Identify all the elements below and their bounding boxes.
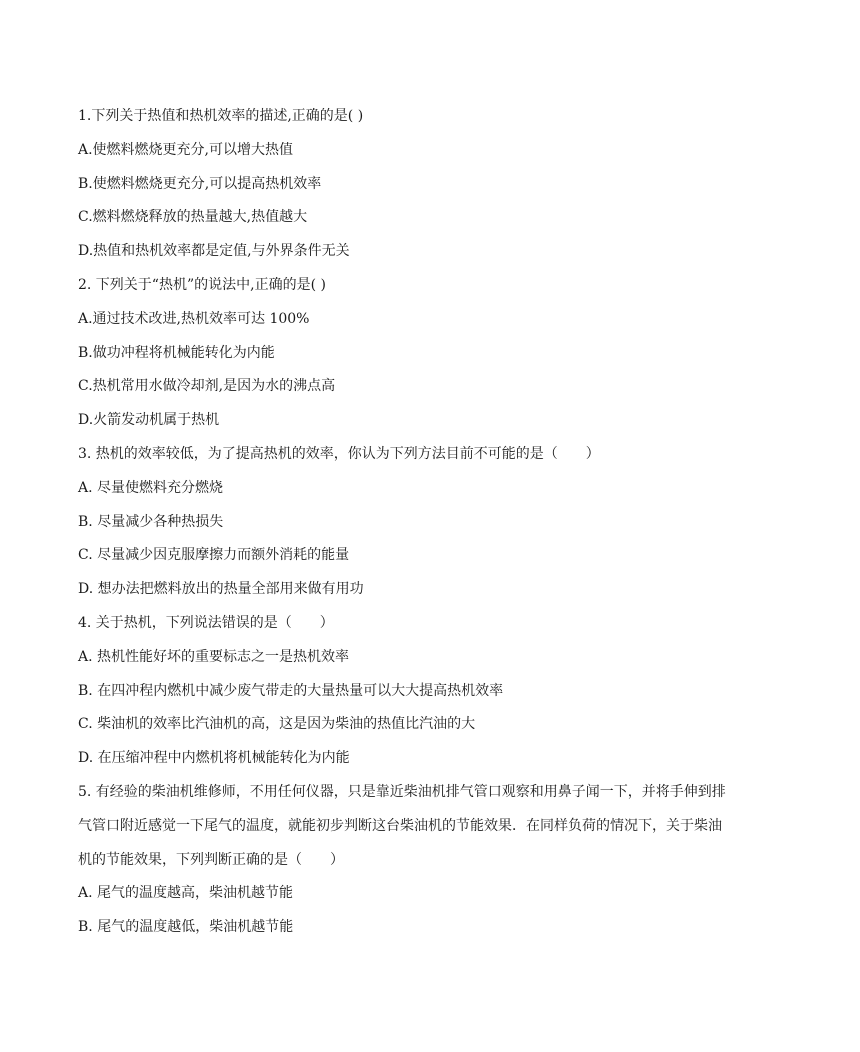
question-3-option-b: B. 尽量减少各种热损失 bbox=[78, 513, 224, 530]
question-3-option-a: A. 尽量使燃料充分燃烧 bbox=[78, 479, 224, 496]
question-1-option-d: D.热值和热机效率都是定值,与外界条件无关 bbox=[78, 243, 350, 260]
question-1-stem: 1.下列关于热值和热机效率的描述,正确的是( ) bbox=[78, 108, 364, 124]
question-5-stem-line-2: 气管口附近感觉一下尾气的温度，就能初步判断这台柴油机的节能效果．在同样负荷的情况下，关于柴油 bbox=[78, 817, 722, 834]
question-2-option-c: C.热机常用水做冷却剂,是因为水的沸点高 bbox=[78, 378, 336, 395]
question-4-stem: 4. 关于热机，下列说法错误的是（ ） bbox=[78, 614, 334, 631]
question-1-option-a: A.使燃料燃烧更充分,可以增大热值 bbox=[78, 141, 294, 158]
question-2-option-a: A.通过技术改进,热机效率可达 100% bbox=[78, 310, 310, 327]
question-2-option-b: B.做功冲程将机械能转化为内能 bbox=[78, 344, 275, 361]
question-4-option-a: A. 热机性能好坏的重要标志之一是热机效率 bbox=[78, 648, 350, 665]
question-4-option-c: C. 柴油机的效率比汽油机的高，这是因为柴油的热值比汽油的大 bbox=[78, 716, 476, 733]
question-4-option-b: B. 在四冲程内燃机中减少废气带走的大量热量可以大大提高热机效率 bbox=[78, 682, 504, 699]
question-3-option-c: C. 尽量减少因克服摩擦力而额外消耗的能量 bbox=[78, 547, 350, 564]
question-5-option-a: A. 尾气的温度越高，柴油机越节能 bbox=[78, 885, 294, 902]
question-2-stem: 2. 下列关于“热机”的说法中,正确的是( ) bbox=[78, 276, 326, 293]
question-3-stem: 3. 热机的效率较低，为了提高热机的效率，你认为下列方法目前不可能的是（ ） bbox=[78, 445, 600, 462]
question-list bbox=[78, 108, 798, 935]
question-1-option-b: B.使燃料燃烧更充分,可以提高热机效率 bbox=[78, 175, 322, 192]
question-3-option-d: D. 想办法把燃料放出的热量全部用来做有用功 bbox=[78, 581, 364, 598]
question-5-stem-line-3: 机的节能效果，下列判断正确的是（ ） bbox=[78, 851, 344, 868]
question-2-option-d: D.火箭发动机属于热机 bbox=[78, 412, 220, 429]
question-1-option-c: C.燃料燃烧释放的热量越大,热值越大 bbox=[78, 209, 308, 226]
question-5-stem-line-1: 5. 有经验的柴油机维修师，不用任何仪器，只是靠近柴油机排气管口观察和用鼻子闻一下，并将手伸到排 bbox=[78, 783, 726, 800]
question-4-option-d: D. 在压缩冲程中内燃机将机械能转化为内能 bbox=[78, 750, 350, 767]
question-5-option-b: B. 尾气的温度越低，柴油机越节能 bbox=[78, 919, 294, 936]
